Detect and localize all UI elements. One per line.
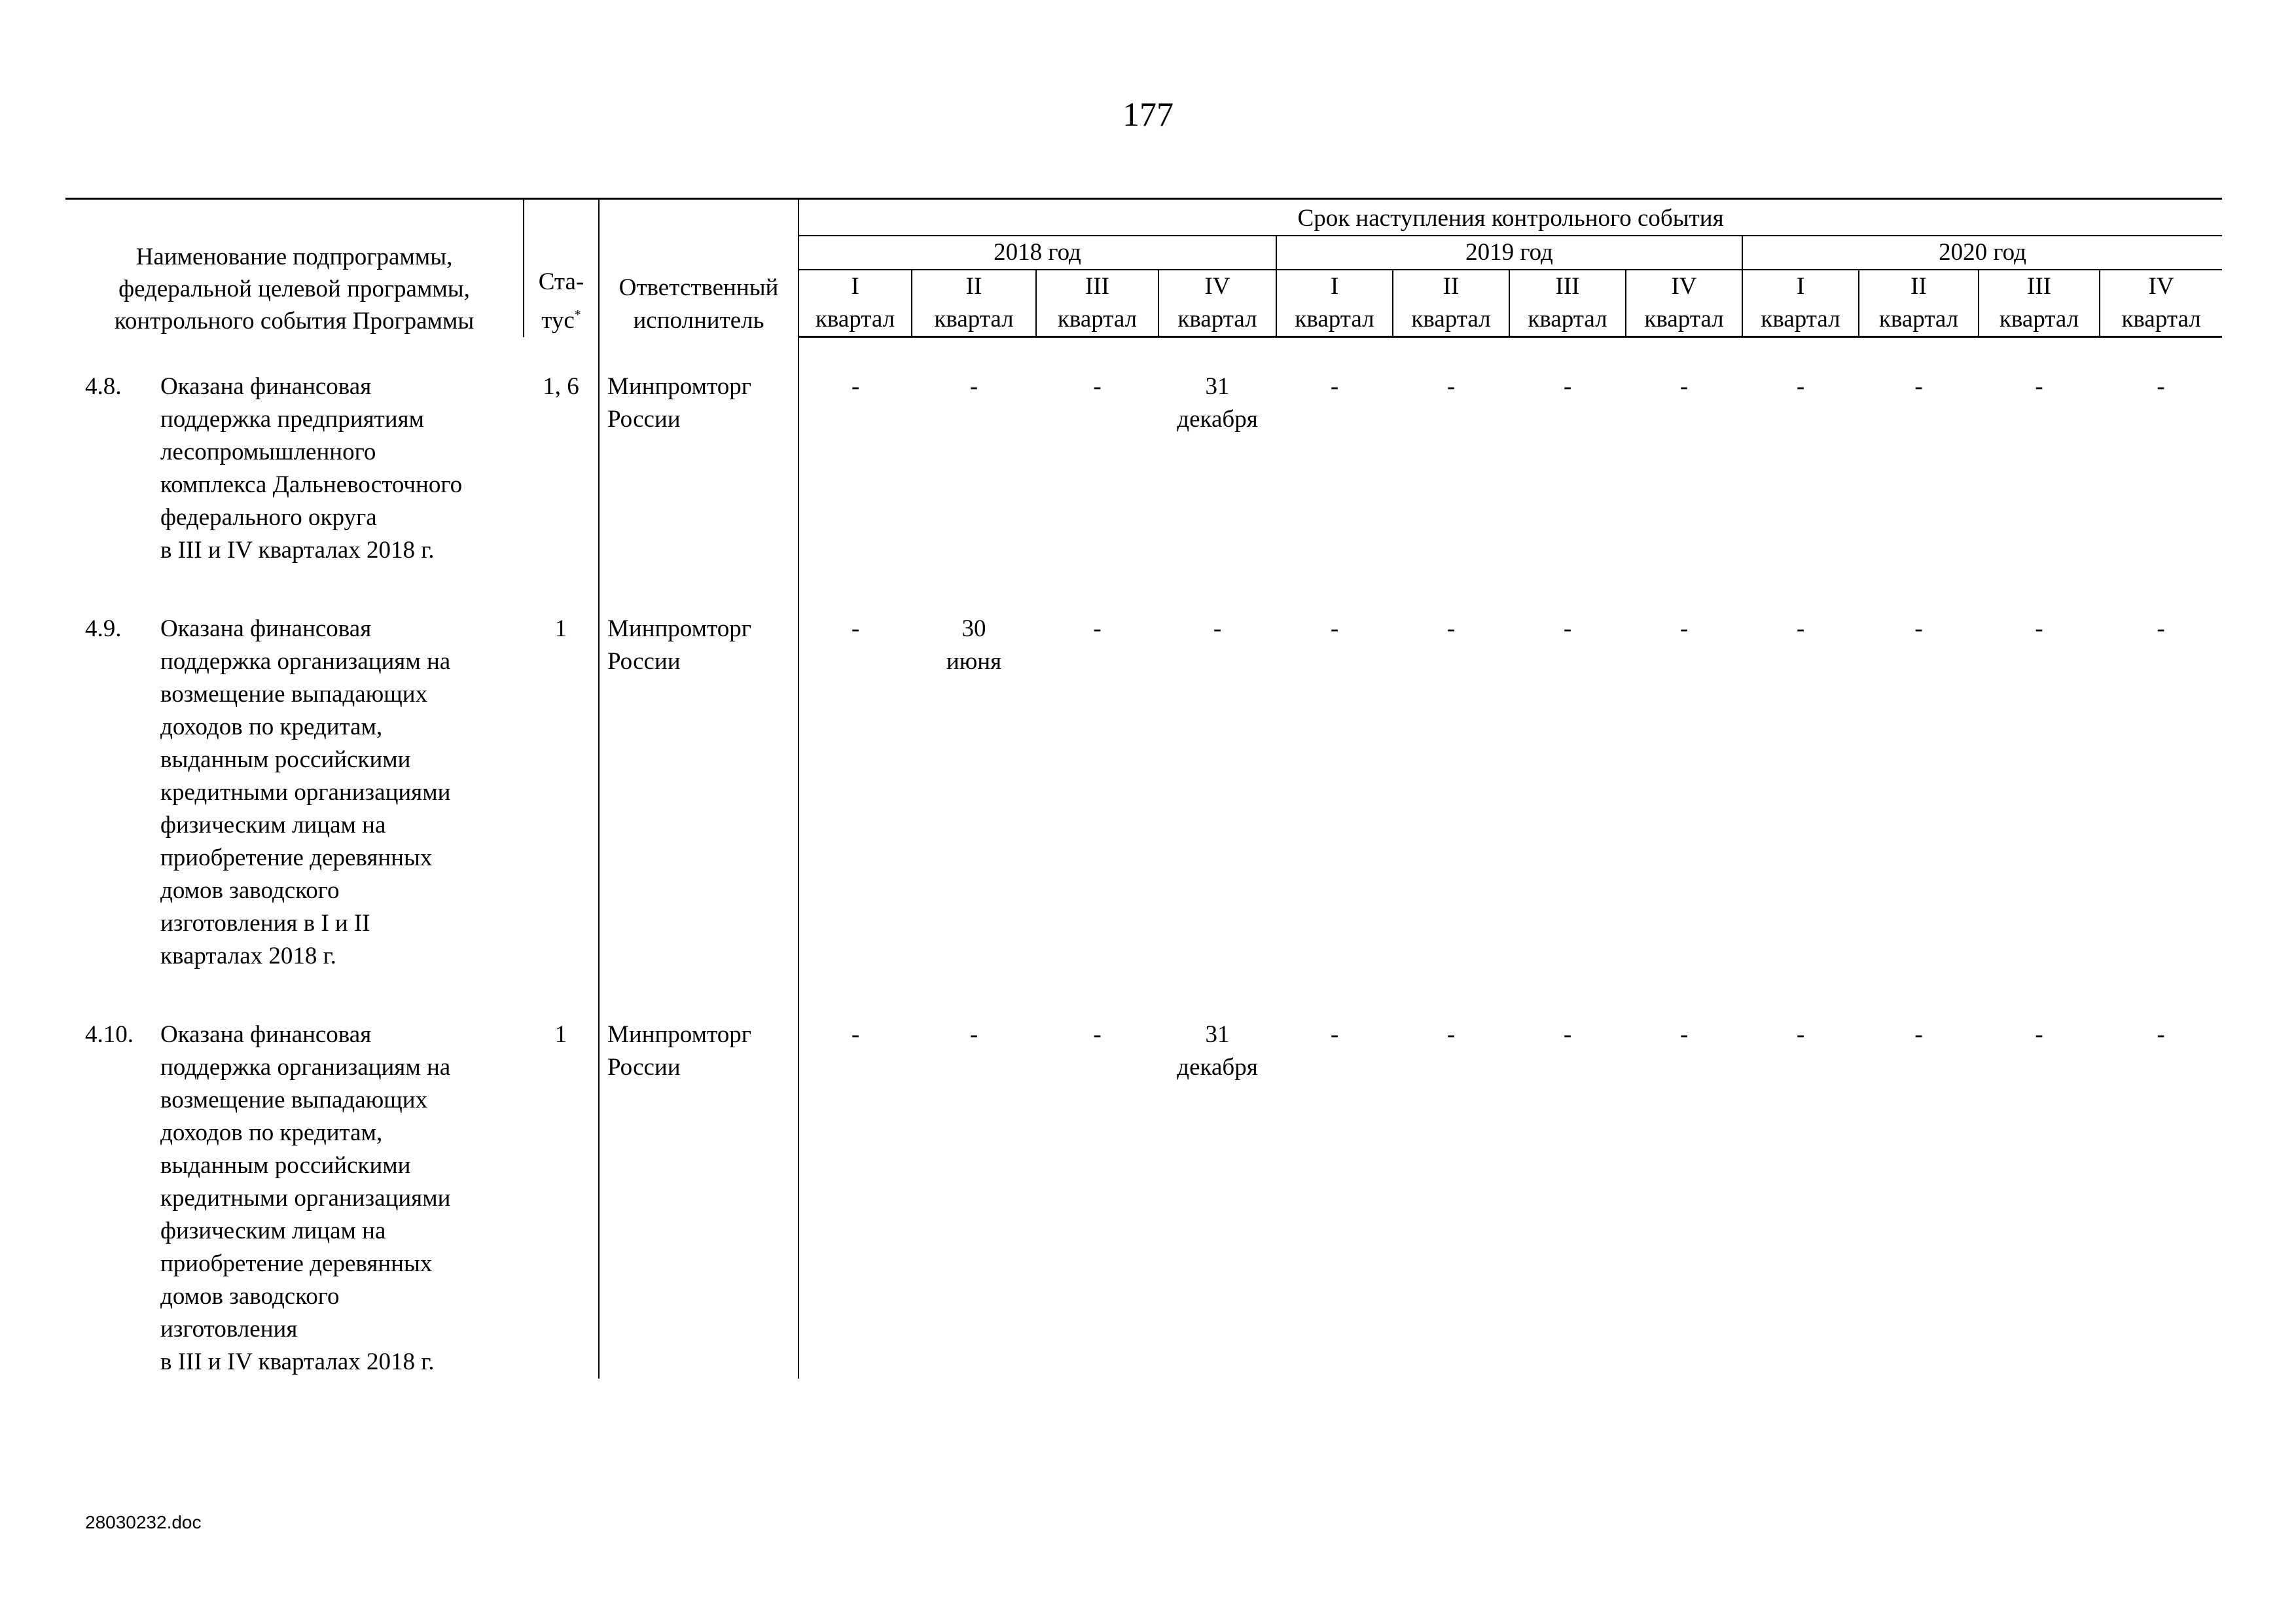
- event-title-line: в III и IV кварталах 2018 г.: [160, 1348, 435, 1375]
- quarter-deadline-cell: [1393, 613, 1509, 1019]
- executor-line: России: [607, 648, 681, 675]
- deadline-value: -: [1093, 615, 1102, 642]
- header-quarter-numeral: III: [1979, 270, 2100, 303]
- status-cell: 1: [554, 1021, 567, 1048]
- event-title-line: комплекса Дальневосточного: [160, 471, 463, 498]
- header-quarter-word: квартал: [2100, 303, 2222, 337]
- event-title-line: Оказана финансовая: [160, 373, 372, 400]
- event-title-line: кредитными организациями: [160, 1185, 451, 1212]
- deadline-value: -: [1679, 1021, 1689, 1048]
- header-quarter-numeral: I: [798, 270, 912, 303]
- status-footnote-mark: *: [574, 307, 581, 322]
- event-title-line: приобретение деревянных: [160, 844, 433, 871]
- header-year-2020: 2020 год: [1742, 236, 2222, 270]
- header-quarter-numeral: I: [1276, 270, 1393, 303]
- quarter-deadline-cell: [1158, 613, 1276, 1019]
- header-name-line: контрольного события Программы: [114, 307, 475, 334]
- quarter-deadline-cell: [1158, 1019, 1276, 1379]
- deadline-value: -: [2035, 1021, 2043, 1048]
- quarter-deadline-cell: [912, 613, 1036, 1019]
- deadline-value: -: [2157, 615, 2165, 642]
- quarter-deadline-cell: [1979, 370, 2100, 613]
- event-title-line: кварталах 2018 г.: [160, 943, 336, 969]
- table-row: [65, 613, 2222, 1019]
- executor-cell: [599, 1019, 798, 1379]
- header-quarter-numeral: II: [1859, 270, 1979, 303]
- quarter-deadline-cell: [1036, 613, 1158, 1019]
- deadline-value: -: [1213, 615, 1222, 642]
- control-events-table: [65, 198, 2222, 1379]
- event-name-cell: [65, 613, 524, 1019]
- header-status-line: Ста-: [538, 268, 584, 295]
- quarter-deadline-cell: [1859, 370, 1979, 613]
- quarter-deadline-cell: [1859, 613, 1979, 1019]
- deadline-value: -: [1446, 1021, 1456, 1048]
- event-title-line: выданным российскими: [160, 1152, 411, 1179]
- deadline-value: -: [1679, 615, 1689, 642]
- event-title-line: домов заводского: [160, 1283, 340, 1310]
- executor-line: России: [607, 406, 681, 433]
- quarter-deadline-cell: [2100, 1019, 2222, 1379]
- deadline-value: -: [1796, 373, 1805, 400]
- quarter-deadline-cell: [1626, 1019, 1742, 1379]
- deadline-value: 31: [1205, 373, 1230, 400]
- quarter-deadline-cell: [1979, 1019, 2100, 1379]
- quarter-deadline-cell: [1742, 1019, 1859, 1379]
- event-title-line: в III и IV кварталах 2018 г.: [160, 537, 435, 564]
- deadline-value: -: [2157, 1021, 2165, 1048]
- quarter-deadline-cell: [2100, 370, 2222, 613]
- quarter-deadline-cell: [1509, 370, 1626, 613]
- table-row: [65, 1019, 2222, 1379]
- event-name-cell: [65, 370, 524, 613]
- event-number: 4.8.: [85, 373, 122, 400]
- header-quarter-numeral: I: [1742, 270, 1859, 303]
- deadline-value: -: [2035, 615, 2043, 642]
- header-quarter-word: квартал: [1393, 303, 1509, 337]
- header-quarter-word: квартал: [1509, 303, 1626, 337]
- deadline-value: -: [1330, 615, 1339, 642]
- executor-line: Минпромторг: [607, 373, 751, 400]
- header-quarter-word: квартал: [1859, 303, 1979, 337]
- page-number: 177: [1122, 96, 1174, 134]
- deadline-value: -: [1914, 615, 1923, 642]
- event-name-cell: [65, 1019, 524, 1379]
- event-title-line: поддержка предприятиям: [160, 406, 425, 433]
- event-title-line: изготовления в I и II: [160, 910, 370, 937]
- deadline-value: -: [1796, 1021, 1805, 1048]
- document-filename: 28030232.doc: [85, 1512, 202, 1532]
- deadline-value: -: [1563, 615, 1572, 642]
- header-quarter-numeral: III: [1509, 270, 1626, 303]
- event-title: [160, 370, 462, 567]
- deadline-value: -: [1796, 615, 1805, 642]
- deadline-value: июня: [946, 648, 1002, 675]
- table-row: [65, 370, 2222, 613]
- deadline-value: -: [1563, 1021, 1572, 1048]
- deadline-value: -: [851, 615, 860, 642]
- status-cell: 1: [554, 615, 567, 642]
- executor-line: Минпромторг: [607, 615, 751, 642]
- header-quarter-numeral: II: [912, 270, 1036, 303]
- deadline-value: -: [1914, 1021, 1923, 1048]
- deadline-value: -: [1914, 373, 1923, 400]
- event-title-line: Оказана финансовая: [160, 615, 372, 642]
- header-quarter-numeral: IV: [1158, 270, 1276, 303]
- deadline-value: -: [1330, 373, 1339, 400]
- header-event-deadline: Срок наступления контрольного события: [798, 199, 2222, 236]
- event-title-line: лесопромышленного: [160, 439, 376, 465]
- header-executor-column: [599, 199, 798, 337]
- deadline-value: -: [1330, 1021, 1339, 1048]
- deadline-value: -: [851, 1021, 860, 1048]
- executor-line: России: [607, 1054, 681, 1081]
- executor-cell: [599, 613, 798, 1019]
- deadline-value: -: [1093, 1021, 1102, 1048]
- header-quarter-numeral: IV: [1626, 270, 1742, 303]
- event-title-line: домов заводского: [160, 877, 340, 904]
- header-quarter-word: квартал: [912, 303, 1036, 337]
- quarter-deadline-cell: [1276, 370, 1393, 613]
- quarter-deadline-cell: [1509, 1019, 1626, 1379]
- header-status-line: тус: [541, 306, 575, 334]
- header-name-line: федеральной целевой программы,: [118, 275, 470, 302]
- quarter-deadline-cell: [1859, 1019, 1979, 1379]
- table-body: [65, 337, 2222, 1379]
- event-title-line: приобретение деревянных: [160, 1250, 433, 1277]
- header-quarter-numeral: III: [1036, 270, 1158, 303]
- header-quarter-word: квартал: [1626, 303, 1742, 337]
- header-quarter-word: квартал: [1979, 303, 2100, 337]
- quarter-deadline-cell: [798, 370, 912, 613]
- quarter-deadline-cell: [1036, 1019, 1158, 1379]
- header-quarter-numeral: IV: [2100, 270, 2222, 303]
- quarter-deadline-cell: [1626, 613, 1742, 1019]
- deadline-value: -: [851, 373, 860, 400]
- quarter-deadline-cell: [1036, 370, 1158, 613]
- quarter-deadline-cell: [1276, 1019, 1393, 1379]
- header-executor-line: Ответственный: [619, 274, 779, 301]
- quarter-deadline-cell: [912, 370, 1036, 613]
- quarter-deadline-cell: [912, 1019, 1036, 1379]
- executor-line: Минпромторг: [607, 1021, 751, 1048]
- deadline-value: -: [1093, 373, 1102, 400]
- event-title-line: изготовления: [160, 1316, 298, 1343]
- event-number: 4.9.: [85, 615, 122, 642]
- deadline-value: -: [2035, 373, 2043, 400]
- deadline-value: 31: [1205, 1021, 1230, 1048]
- event-title-line: выданным российскими: [160, 746, 411, 773]
- event-title-line: возмещение выпадающих: [160, 681, 428, 708]
- event-title-line: поддержка организациям на: [160, 648, 451, 675]
- event-title: [160, 1019, 450, 1379]
- event-title-line: доходов по кредитам,: [160, 1119, 383, 1146]
- quarter-deadline-cell: [1626, 370, 1742, 613]
- quarter-deadline-cell: [1393, 370, 1509, 613]
- event-title-line: доходов по кредитам,: [160, 713, 383, 740]
- deadline-value: -: [1446, 373, 1456, 400]
- executor-cell: [599, 370, 798, 613]
- quarter-deadline-cell: [1276, 613, 1393, 1019]
- header-executor-line: исполнитель: [633, 306, 764, 334]
- header-name-column: [65, 199, 524, 337]
- quarter-deadline-cell: [1393, 1019, 1509, 1379]
- quarter-deadline-cell: [798, 613, 912, 1019]
- header-status-column: [524, 199, 599, 337]
- deadline-value: декабря: [1177, 1054, 1258, 1081]
- deadline-value: -: [2157, 373, 2165, 400]
- event-number: 4.10.: [85, 1021, 134, 1048]
- header-quarter-word: квартал: [1158, 303, 1276, 337]
- deadline-value: -: [969, 1021, 978, 1048]
- deadline-value: 30: [961, 615, 986, 642]
- header-year-2019: 2019 год: [1276, 236, 1742, 270]
- event-title-line: федерального округа: [160, 504, 377, 531]
- header-quarter-word: квартал: [1276, 303, 1393, 337]
- header-quarter-word: квартал: [1036, 303, 1158, 337]
- quarter-deadline-cell: [1742, 613, 1859, 1019]
- event-title-line: поддержка организациям на: [160, 1054, 451, 1081]
- status-cell: 1, 6: [543, 373, 579, 400]
- quarter-deadline-cell: [1979, 613, 2100, 1019]
- event-title-line: кредитными организациями: [160, 779, 451, 806]
- deadline-value: -: [1679, 373, 1689, 400]
- quarter-deadline-cell: [2100, 613, 2222, 1019]
- deadline-value: -: [969, 373, 978, 400]
- table-header: [65, 199, 2222, 337]
- header-quarter-word: квартал: [1742, 303, 1859, 337]
- quarter-deadline-cell: [1158, 370, 1276, 613]
- header-quarter-word: квартал: [798, 303, 912, 337]
- quarter-deadline-cell: [798, 1019, 912, 1379]
- deadline-value: декабря: [1177, 406, 1258, 433]
- event-title-line: Оказана финансовая: [160, 1021, 372, 1048]
- deadline-value: -: [1446, 615, 1456, 642]
- quarter-deadline-cell: [1742, 370, 1859, 613]
- header-name-line: Наименование подпрограммы,: [135, 243, 453, 270]
- event-title-line: физическим лицам на: [160, 1218, 386, 1244]
- event-title: [160, 613, 450, 973]
- deadline-value: -: [1563, 373, 1572, 400]
- event-title-line: физическим лицам на: [160, 812, 386, 839]
- quarter-deadline-cell: [1509, 613, 1626, 1019]
- header-quarter-numeral: II: [1393, 270, 1509, 303]
- event-title-line: возмещение выпадающих: [160, 1087, 428, 1113]
- header-year-2018: 2018 год: [798, 236, 1276, 270]
